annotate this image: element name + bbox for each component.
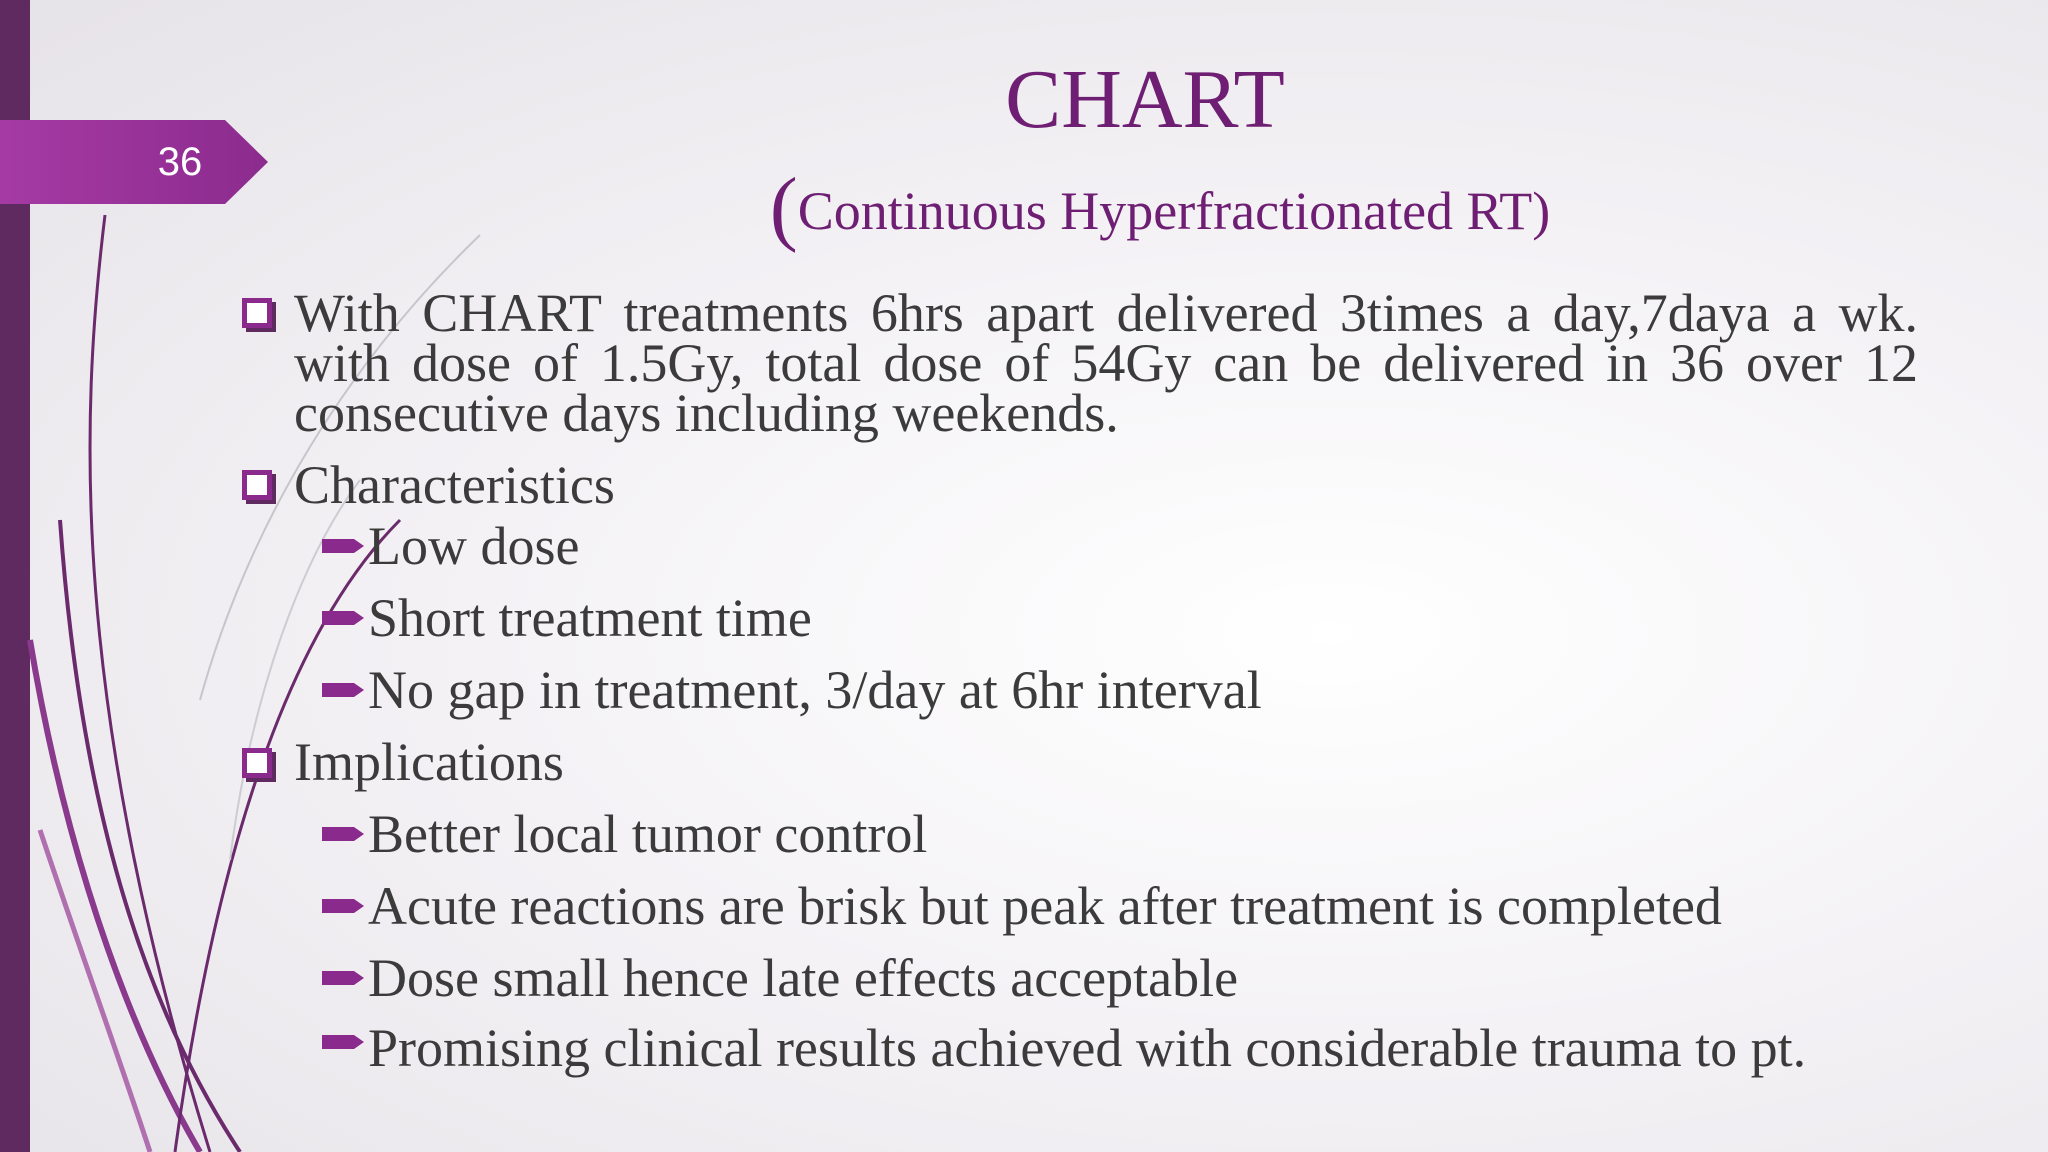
sub-bullet-item (238, 870, 1918, 942)
hollow-square-icon (242, 748, 272, 778)
arrow-right-icon (320, 1032, 366, 1052)
sub-bullet-text: Dose small hence late effects acceptable (368, 948, 1239, 1008)
subtitle-text: Continuous Hyperfractionated RT) (797, 181, 1551, 241)
arrow-right-icon (320, 968, 366, 988)
bullet-item (238, 283, 1918, 443)
sub-bullet-text: Promising clinical results achieved with considerable trauma to pt. (368, 1018, 1807, 1078)
sub-bullet-item (238, 798, 1918, 870)
sub-bullet-text: Short treatment time (368, 588, 812, 648)
slide-number: 36 (157, 140, 203, 184)
arrow-right-icon (320, 824, 366, 844)
arrow-right-icon (320, 680, 366, 700)
arrow-right-icon (320, 896, 366, 916)
slide-title: CHART (1005, 53, 1285, 146)
bullet-text: With CHART treatments 6hrs apart delivered 3times a day,7daya a wk. with dose of 1.5Gy, total dose of 54Gy can be delivered in 36 over 12 consecutive days including weekends. (294, 283, 1918, 443)
arrow-right-icon (320, 608, 366, 628)
bullet-text: Characteristics (294, 455, 615, 515)
sub-bullet-item (238, 510, 1918, 582)
slide-number-tag (0, 120, 268, 204)
hollow-square-icon (242, 470, 272, 500)
arrow-right-icon (320, 536, 366, 556)
bullet-item (238, 726, 1918, 798)
sub-bullet-item (238, 582, 1918, 654)
bullet-item (238, 455, 1918, 515)
subtitle-open-paren: ( (769, 161, 798, 254)
sub-bullet-item (238, 942, 1918, 1014)
sub-bullet-item (238, 654, 1918, 726)
slide-subtitle (660, 161, 1660, 254)
sub-bullet-text: Acute reactions are brisk but peak after treatment is completed (368, 876, 1722, 936)
sub-bullet-text: Low dose (368, 516, 580, 576)
hollow-square-icon (242, 298, 272, 328)
sub-bullet-text: No gap in treatment, 3/day at 6hr interval (368, 660, 1262, 720)
sub-bullet-item (238, 1014, 1918, 1076)
sub-bullet-text: Better local tumor control (368, 804, 928, 864)
bullet-text: Implications (294, 732, 564, 792)
bullet-list (238, 283, 1918, 1078)
